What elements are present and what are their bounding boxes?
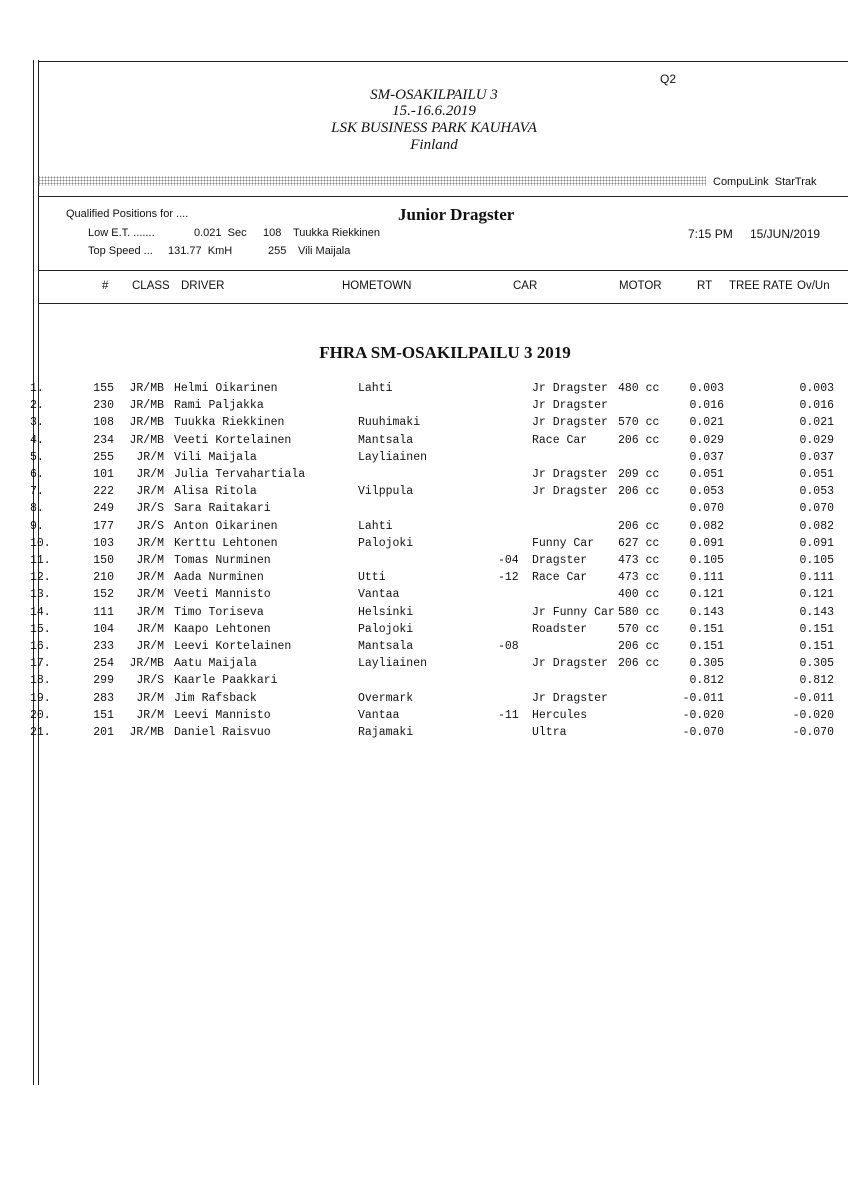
cell-rank: 13. <box>30 588 51 602</box>
qualified-label: Qualified Positions for .... <box>66 208 189 220</box>
cell-motor: 400 cc <box>618 588 660 602</box>
cell-ovun: 0.053 <box>799 485 834 499</box>
cell-ovun: 0.021 <box>799 416 834 430</box>
cell-class: JR/M <box>136 468 164 481</box>
cell-hometown: Mantsala <box>358 640 414 653</box>
cell-rank: 20. <box>30 708 51 722</box>
cell-car: Jr Dragster <box>532 468 608 481</box>
cell-hometown: Utti <box>358 571 386 585</box>
cell-rt: 0.812 <box>689 674 724 688</box>
cell-driver: Leevi Mannisto <box>174 708 271 722</box>
cell-class: JR/MB <box>129 399 164 413</box>
cell-rank: 12. <box>30 571 51 585</box>
cell-rank: 17. <box>30 657 51 671</box>
col-driver: DRIVER <box>181 280 225 292</box>
cell-class: JR/MB <box>129 726 164 739</box>
cell-driver: Anton Oikarinen <box>174 519 278 533</box>
cell-driver: Veeti Mannisto <box>174 588 271 602</box>
cell-rt: 0.082 <box>689 519 724 533</box>
cell-class: JR/M <box>136 571 164 585</box>
cell-car: Jr Dragster <box>532 691 608 705</box>
cell-driver: Tuukka Riekkinen <box>174 416 285 430</box>
cell-hometown: Vantaa <box>358 588 400 602</box>
cell-ovun: 0.151 <box>799 622 834 636</box>
cell-ovun: 0.070 <box>799 502 834 516</box>
results-title: FHRA SM-OSAKILPAILU 3 2019 <box>319 343 571 362</box>
low-et-label: Low E.T. ....... <box>88 227 155 239</box>
cell-num: 234 <box>93 433 114 447</box>
cell-ovun: 0.082 <box>799 519 834 533</box>
cell-class: JR/MB <box>129 382 164 395</box>
col-ovun: Ov/Un <box>797 280 830 292</box>
cell-driver: Jim Rafsback <box>174 691 257 705</box>
cell-car: Jr Dragster <box>532 485 608 499</box>
col-num: # <box>102 280 109 292</box>
cell-rank: 19. <box>30 691 51 705</box>
cell-ovun: 0.051 <box>799 468 834 481</box>
cell-motor: 206 cc <box>618 519 660 533</box>
col-tree-rate: TREE RATE <box>729 280 793 292</box>
cell-rt: 0.070 <box>689 502 724 516</box>
cell-ovun: 0.812 <box>799 674 834 688</box>
cell-rank: 3. <box>30 416 44 430</box>
cell-motor: 473 cc <box>618 571 660 585</box>
cell-rank: 10. <box>30 536 51 550</box>
cell-hometown: Mantsala <box>358 433 414 447</box>
cell-driver: Sara Raitakari <box>174 502 271 516</box>
cell-class: JR/M <box>136 708 164 722</box>
cell-ovun: 0.121 <box>799 588 834 602</box>
cell-hometown: Vantaa <box>358 708 400 722</box>
cell-rt: 0.053 <box>689 485 724 499</box>
cell-hometown: Lahti <box>358 519 393 533</box>
cell-rank: 21. <box>30 726 51 739</box>
cell-hometown: Lahti <box>358 382 393 395</box>
table-row <box>0 571 848 588</box>
cell-ovun: -0.070 <box>792 726 834 739</box>
table-row <box>0 606 848 623</box>
cell-motor: 206 cc <box>618 485 660 499</box>
cell-rank: 9. <box>30 519 44 533</box>
top-speed-value: 131.77 KmH <box>168 245 233 257</box>
cell-num: 150 <box>93 554 114 567</box>
cell-ovun: -0.011 <box>792 691 834 705</box>
cell-class: JR/MB <box>129 416 164 430</box>
table-row <box>0 537 848 554</box>
cell-class: JR/M <box>136 554 164 567</box>
page-code: Q2 <box>660 72 677 86</box>
cell-num: 255 <box>93 450 114 464</box>
cell-class: JR/M <box>136 691 164 705</box>
cell-hometown: Palojoki <box>358 536 414 550</box>
cell-num: 111 <box>93 605 114 619</box>
top-speed-label: Top Speed ... <box>88 245 153 257</box>
cell-num: 104 <box>93 622 114 636</box>
columns-top-divider <box>38 270 848 271</box>
cell-num: 177 <box>93 519 114 533</box>
cell-driver: Kaarle Paakkari <box>174 674 278 688</box>
cell-motor: 206 cc <box>618 657 660 671</box>
cell-ovun: 0.143 <box>799 605 834 619</box>
cell-hometown: Helsinki <box>358 605 414 619</box>
table-row <box>0 451 848 468</box>
event-dates: 15.-16.6.2019 <box>392 103 476 119</box>
cell-class: JR/M <box>136 588 164 602</box>
cell-rt: -0.011 <box>682 691 724 705</box>
table-row <box>0 399 848 416</box>
cell-driver: Daniel Raisvuo <box>174 726 271 739</box>
cell-class: JR/S <box>136 519 164 533</box>
cell-num: 230 <box>93 399 114 413</box>
cell-ovun: 0.105 <box>799 554 834 567</box>
cell-num: 249 <box>93 502 114 516</box>
cell-rt: 0.143 <box>689 605 724 619</box>
cell-ovun: 0.003 <box>799 382 834 395</box>
cell-driver: Leevi Kortelainen <box>174 640 292 653</box>
cell-driver: Helmi Oikarinen <box>174 382 278 395</box>
cell-adj: -04 <box>498 554 519 567</box>
cell-rt: -0.070 <box>682 726 724 739</box>
cell-car: Jr Dragster <box>532 416 608 430</box>
cell-car: Jr Dragster <box>532 382 608 395</box>
cell-ovun: -0.020 <box>792 708 834 722</box>
cell-adj: -08 <box>498 640 519 653</box>
cell-motor: 209 cc <box>618 468 660 481</box>
table-row <box>0 520 848 537</box>
cell-motor: 206 cc <box>618 433 660 447</box>
col-motor: MOTOR <box>619 280 662 292</box>
cell-car: Roadster <box>532 622 588 636</box>
cell-driver: Julia Tervahartiala <box>174 468 306 481</box>
low-et-car: 108 <box>263 227 282 239</box>
low-et-value: 0.021 Sec <box>194 227 247 239</box>
cell-rank: 14. <box>30 605 51 619</box>
table-row <box>0 416 848 433</box>
cell-class: JR/M <box>136 622 164 636</box>
cell-rt: 0.111 <box>689 571 724 585</box>
cell-car: Funny Car <box>532 536 595 550</box>
cell-driver: Rami Paljakka <box>174 399 264 413</box>
cell-rank: 16. <box>30 640 51 653</box>
table-row <box>0 709 848 726</box>
table-row <box>0 502 848 519</box>
cell-driver: Alisa Ritola <box>174 485 257 499</box>
table-row <box>0 434 848 451</box>
cell-rt: 0.121 <box>689 588 724 602</box>
cell-class: JR/M <box>136 450 164 464</box>
cell-ovun: 0.016 <box>799 399 834 413</box>
cell-driver: Timo Toriseva <box>174 605 264 619</box>
cell-rank: 5. <box>30 450 44 464</box>
report-time: 7:15 PM <box>688 227 733 241</box>
cell-class: JR/M <box>136 536 164 550</box>
cell-num: 103 <box>93 536 114 550</box>
col-class: CLASS <box>132 280 170 292</box>
cell-driver: Kaapo Lehtonen <box>174 622 271 636</box>
dotted-separator <box>38 176 706 186</box>
cell-num: 210 <box>93 571 114 585</box>
cell-class: JR/MB <box>129 657 164 671</box>
cell-num: 101 <box>93 468 114 481</box>
cell-class: JR/MB <box>129 433 164 447</box>
cell-class: JR/M <box>136 485 164 499</box>
cell-rt: 0.051 <box>689 468 724 481</box>
cell-driver: Vili Maijala <box>174 450 257 464</box>
cell-ovun: 0.037 <box>799 450 834 464</box>
cell-hometown: Rajamaki <box>358 726 414 739</box>
cell-rt: 0.016 <box>689 399 724 413</box>
cell-hometown: Palojoki <box>358 622 414 636</box>
cell-motor: 580 cc <box>618 605 660 619</box>
cell-rank: 2. <box>30 399 44 413</box>
event-venue: LSK BUSINESS PARK KAUHAVA <box>331 120 537 136</box>
cell-driver: Aatu Maijala <box>174 657 257 671</box>
report-date: 15/JUN/2019 <box>750 227 821 241</box>
top-speed-car: 255 <box>268 245 287 257</box>
cell-hometown: Ruuhimaki <box>358 416 421 430</box>
cell-rank: 15. <box>30 622 51 636</box>
cell-hometown: Layliainen <box>358 657 428 671</box>
table-row <box>0 657 848 674</box>
cell-car: Race Car <box>532 433 588 447</box>
cell-rank: 7. <box>30 485 44 499</box>
cell-rank: 4. <box>30 433 44 447</box>
cell-num: 283 <box>93 691 114 705</box>
table-row <box>0 640 848 657</box>
cell-motor: 473 cc <box>618 554 660 567</box>
table-row <box>0 726 848 743</box>
cell-driver: Veeti Kortelainen <box>174 433 292 447</box>
cell-car: Hercules <box>532 708 588 722</box>
table-row <box>0 674 848 691</box>
cell-motor: 570 cc <box>618 622 660 636</box>
cell-rt: 0.151 <box>689 622 724 636</box>
cell-class: JR/M <box>136 640 164 653</box>
cell-car: Ultra <box>532 726 567 739</box>
cell-ovun: 0.029 <box>799 433 834 447</box>
col-rt: RT <box>697 280 713 292</box>
cell-num: 155 <box>93 382 114 395</box>
cell-hometown: Vilppula <box>358 485 414 499</box>
cell-rank: 6. <box>30 468 44 481</box>
cell-rank: 18. <box>30 674 51 688</box>
cell-motor: 480 cc <box>618 382 660 395</box>
cell-ovun: 0.305 <box>799 657 834 671</box>
cell-class: JR/S <box>136 674 164 688</box>
cell-rank: 1. <box>30 382 44 395</box>
col-hometown: HOMETOWN <box>342 280 412 292</box>
cell-driver: Kerttu Lehtonen <box>174 536 278 550</box>
cell-adj: -12 <box>498 571 519 585</box>
cell-rt: 0.021 <box>689 416 724 430</box>
columns-bottom-divider <box>38 303 848 304</box>
cell-num: 254 <box>93 657 114 671</box>
cell-rank: 8. <box>30 502 44 516</box>
cell-adj: -11 <box>498 708 519 722</box>
cell-class: JR/M <box>136 605 164 619</box>
cell-rt: 0.029 <box>689 433 724 447</box>
table-row <box>0 692 848 709</box>
cell-num: 222 <box>93 485 114 499</box>
low-et-driver: Tuukka Riekkinen <box>293 227 381 239</box>
table-row <box>0 468 848 485</box>
cell-num: 108 <box>93 416 114 430</box>
cell-car: Jr Funny Car <box>532 605 615 619</box>
table-row <box>0 382 848 399</box>
cell-motor: 570 cc <box>618 416 660 430</box>
table-row <box>0 588 848 605</box>
event-country: Finland <box>410 137 458 153</box>
cell-ovun: 0.151 <box>799 640 834 653</box>
vendor-label: CompuLink StarTrak <box>713 176 817 188</box>
cell-rt: -0.020 <box>682 708 724 722</box>
cell-hometown: Layliainen <box>358 450 428 464</box>
cell-car: Dragster <box>532 554 588 567</box>
cell-rt: 0.105 <box>689 554 724 567</box>
cell-num: 151 <box>93 708 114 722</box>
cell-car: Jr Dragster <box>532 399 608 413</box>
cell-car: Race Car <box>532 571 588 585</box>
cell-rt: 0.151 <box>689 640 724 653</box>
cell-rt: 0.091 <box>689 536 724 550</box>
cell-car: Jr Dragster <box>532 657 608 671</box>
table-row <box>0 554 848 571</box>
table-row <box>0 485 848 502</box>
top-speed-driver: Vili Maijala <box>298 245 351 257</box>
cell-rank: 11. <box>30 554 51 567</box>
header-divider <box>38 196 848 197</box>
col-car: CAR <box>513 280 538 292</box>
cell-hometown: Overmark <box>358 691 414 705</box>
cell-num: 201 <box>93 726 114 739</box>
cell-num: 299 <box>93 674 114 688</box>
cell-num: 233 <box>93 640 114 653</box>
cell-ovun: 0.091 <box>799 536 834 550</box>
top-border <box>38 61 848 62</box>
cell-ovun: 0.111 <box>799 571 834 585</box>
cell-class: JR/S <box>136 502 164 516</box>
cell-rt: 0.305 <box>689 657 724 671</box>
cell-rt: 0.037 <box>689 450 724 464</box>
cell-driver: Tomas Nurminen <box>174 554 271 567</box>
event-name: SM-OSAKILPAILU 3 <box>370 87 498 103</box>
class-title: Junior Dragster <box>398 205 515 224</box>
table-row <box>0 623 848 640</box>
cell-motor: 627 cc <box>618 536 660 550</box>
cell-num: 152 <box>93 588 114 602</box>
cell-motor: 206 cc <box>618 640 660 653</box>
cell-rt: 0.003 <box>689 382 724 395</box>
cell-driver: Aada Nurminen <box>174 571 264 585</box>
